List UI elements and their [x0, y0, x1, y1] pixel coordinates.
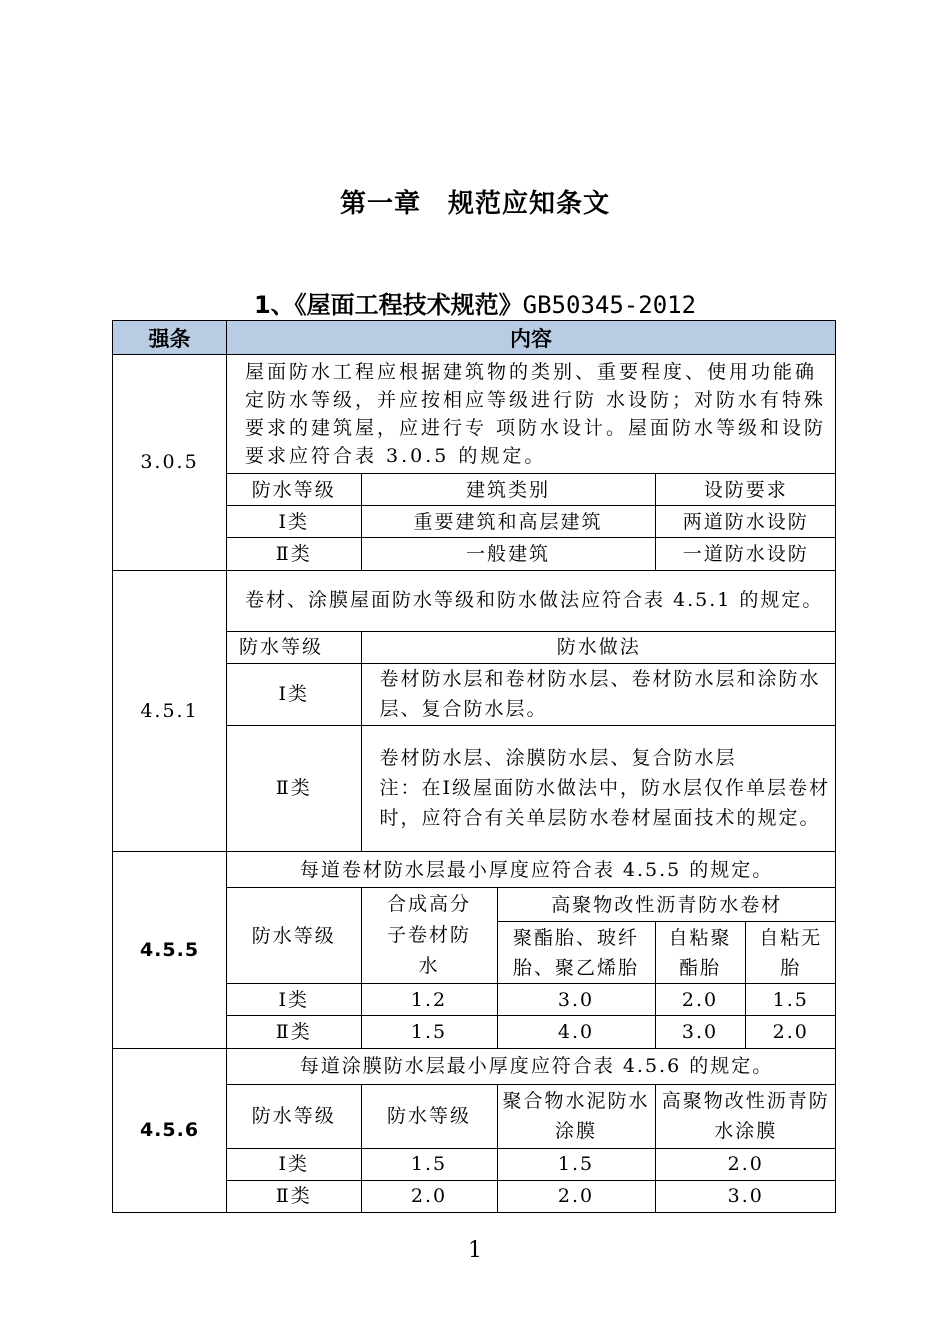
- clause-455-table: [227, 852, 836, 1048]
- clause-id: 4.5.1: [113, 570, 227, 852]
- clause-row-451: [113, 570, 836, 852]
- col-header: 防水等级: [227, 474, 361, 506]
- table-cell: 1.5: [361, 1148, 497, 1180]
- col-header: 高聚物改性沥青防水卷材: [497, 888, 836, 922]
- clause-row-455: [113, 852, 836, 1049]
- clause-451-table: [227, 571, 836, 852]
- table-cell: Ⅰ类: [227, 663, 361, 725]
- table-cell: Ⅰ类: [227, 506, 361, 538]
- table-cell: 2.0: [497, 1180, 655, 1212]
- clause-text: 每道卷材防水层最小厚度应符合表 4.5.5 的规定。: [227, 852, 836, 888]
- table-cell: Ⅱ类: [227, 1180, 361, 1212]
- header-content: 内容: [227, 321, 836, 355]
- col-header: 设防要求: [655, 474, 836, 506]
- table-cell: 一道防水设防: [655, 538, 836, 570]
- table-cell: 一般建筑: [361, 538, 655, 570]
- clause-row-305: [113, 355, 836, 571]
- col-header: 防水等级: [361, 1084, 497, 1148]
- table-cell: 3.0: [655, 1016, 745, 1048]
- table-cell: 2.0: [745, 1016, 836, 1048]
- table-cell: 2.0: [361, 1180, 497, 1212]
- table-cell: Ⅱ类: [227, 538, 361, 570]
- header-clause: 强条: [113, 321, 227, 355]
- clause-id: 4.5.6: [113, 1048, 227, 1213]
- col-header: 合成高分子卷材防水: [361, 888, 497, 984]
- table-cell: Ⅰ类: [227, 1148, 361, 1180]
- table-cell: 1.2: [361, 984, 497, 1016]
- clause-id: 4.5.5: [113, 852, 227, 1049]
- col-header: 高聚物改性沥青防水涂膜: [655, 1084, 836, 1148]
- sub-header: 聚酯胎、玻纤胎、聚乙烯胎: [497, 922, 655, 984]
- page-number: 1: [468, 1238, 482, 1263]
- table-cell: 卷材防水层、涂膜防水层、复合防水层 注：在Ⅰ级屋面防水做法中，防水层仅作单层卷材时，应符合有关单层防水卷材屋面技术的规定。: [361, 725, 836, 851]
- table-cell: 3.0: [497, 984, 655, 1016]
- clause-456-table: [227, 1049, 836, 1213]
- clauses-table: [112, 320, 836, 1213]
- clause-text: 卷材、涂膜屋面防水等级和防水做法应符合表 4.5.1 的规定。: [227, 571, 836, 632]
- table-cell: Ⅱ类: [227, 725, 361, 851]
- clause-id: 3.0.5: [113, 355, 227, 571]
- col-header: 聚合物水泥防水涂膜: [497, 1084, 655, 1148]
- table-cell: 重要建筑和高层建筑: [361, 506, 655, 538]
- clause-text: 每道涂膜防水层最小厚度应符合表 4.5.6 的规定。: [227, 1049, 836, 1085]
- clause-305-table: [227, 355, 836, 570]
- col-header: 防水等级: [227, 888, 361, 984]
- table-cell: 卷材防水层和卷材防水层、卷材防水层和涂防水层、复合防水层。: [361, 663, 836, 725]
- table-cell: 2.0: [655, 1148, 836, 1180]
- col-header: 防水等级: [227, 1084, 361, 1148]
- col-header: 防水等级: [227, 631, 361, 663]
- col-header: 防水做法: [361, 631, 836, 663]
- table-cell: 1.5: [745, 984, 836, 1016]
- table-cell: 2.0: [655, 984, 745, 1016]
- table-cell: 3.0: [655, 1180, 836, 1212]
- table-cell: Ⅰ类: [227, 984, 361, 1016]
- table-cell: 1.5: [361, 1016, 497, 1048]
- sub-header: 自粘聚酯胎: [655, 922, 745, 984]
- section-title-name: 1、《屋面工程技术规范》: [253, 291, 523, 319]
- section-title-code: GB50345-2012: [522, 291, 697, 319]
- table-cell: 4.0: [497, 1016, 655, 1048]
- clause-text: 屋面防水工程应根据建筑物的类别、重要程度、使用功能确定防水等级，并应按相应等级进行防 水设防；对防水有特殊要求的建筑屋，应进行专 项防水设计。屋面防水等级和设防要求应符合表 3.0.5 的规定。: [227, 355, 836, 474]
- table-cell: 两道防水设防: [655, 506, 836, 538]
- chapter-title: 第一章 规范应知条文: [339, 189, 610, 219]
- col-header: 建筑类别: [361, 474, 655, 506]
- table-cell: Ⅱ类: [227, 1016, 361, 1048]
- clause-row-456: [113, 1048, 836, 1213]
- section-title: [0, 285, 950, 320]
- table-cell: 1.5: [497, 1148, 655, 1180]
- sub-header: 自粘无胎: [745, 922, 836, 984]
